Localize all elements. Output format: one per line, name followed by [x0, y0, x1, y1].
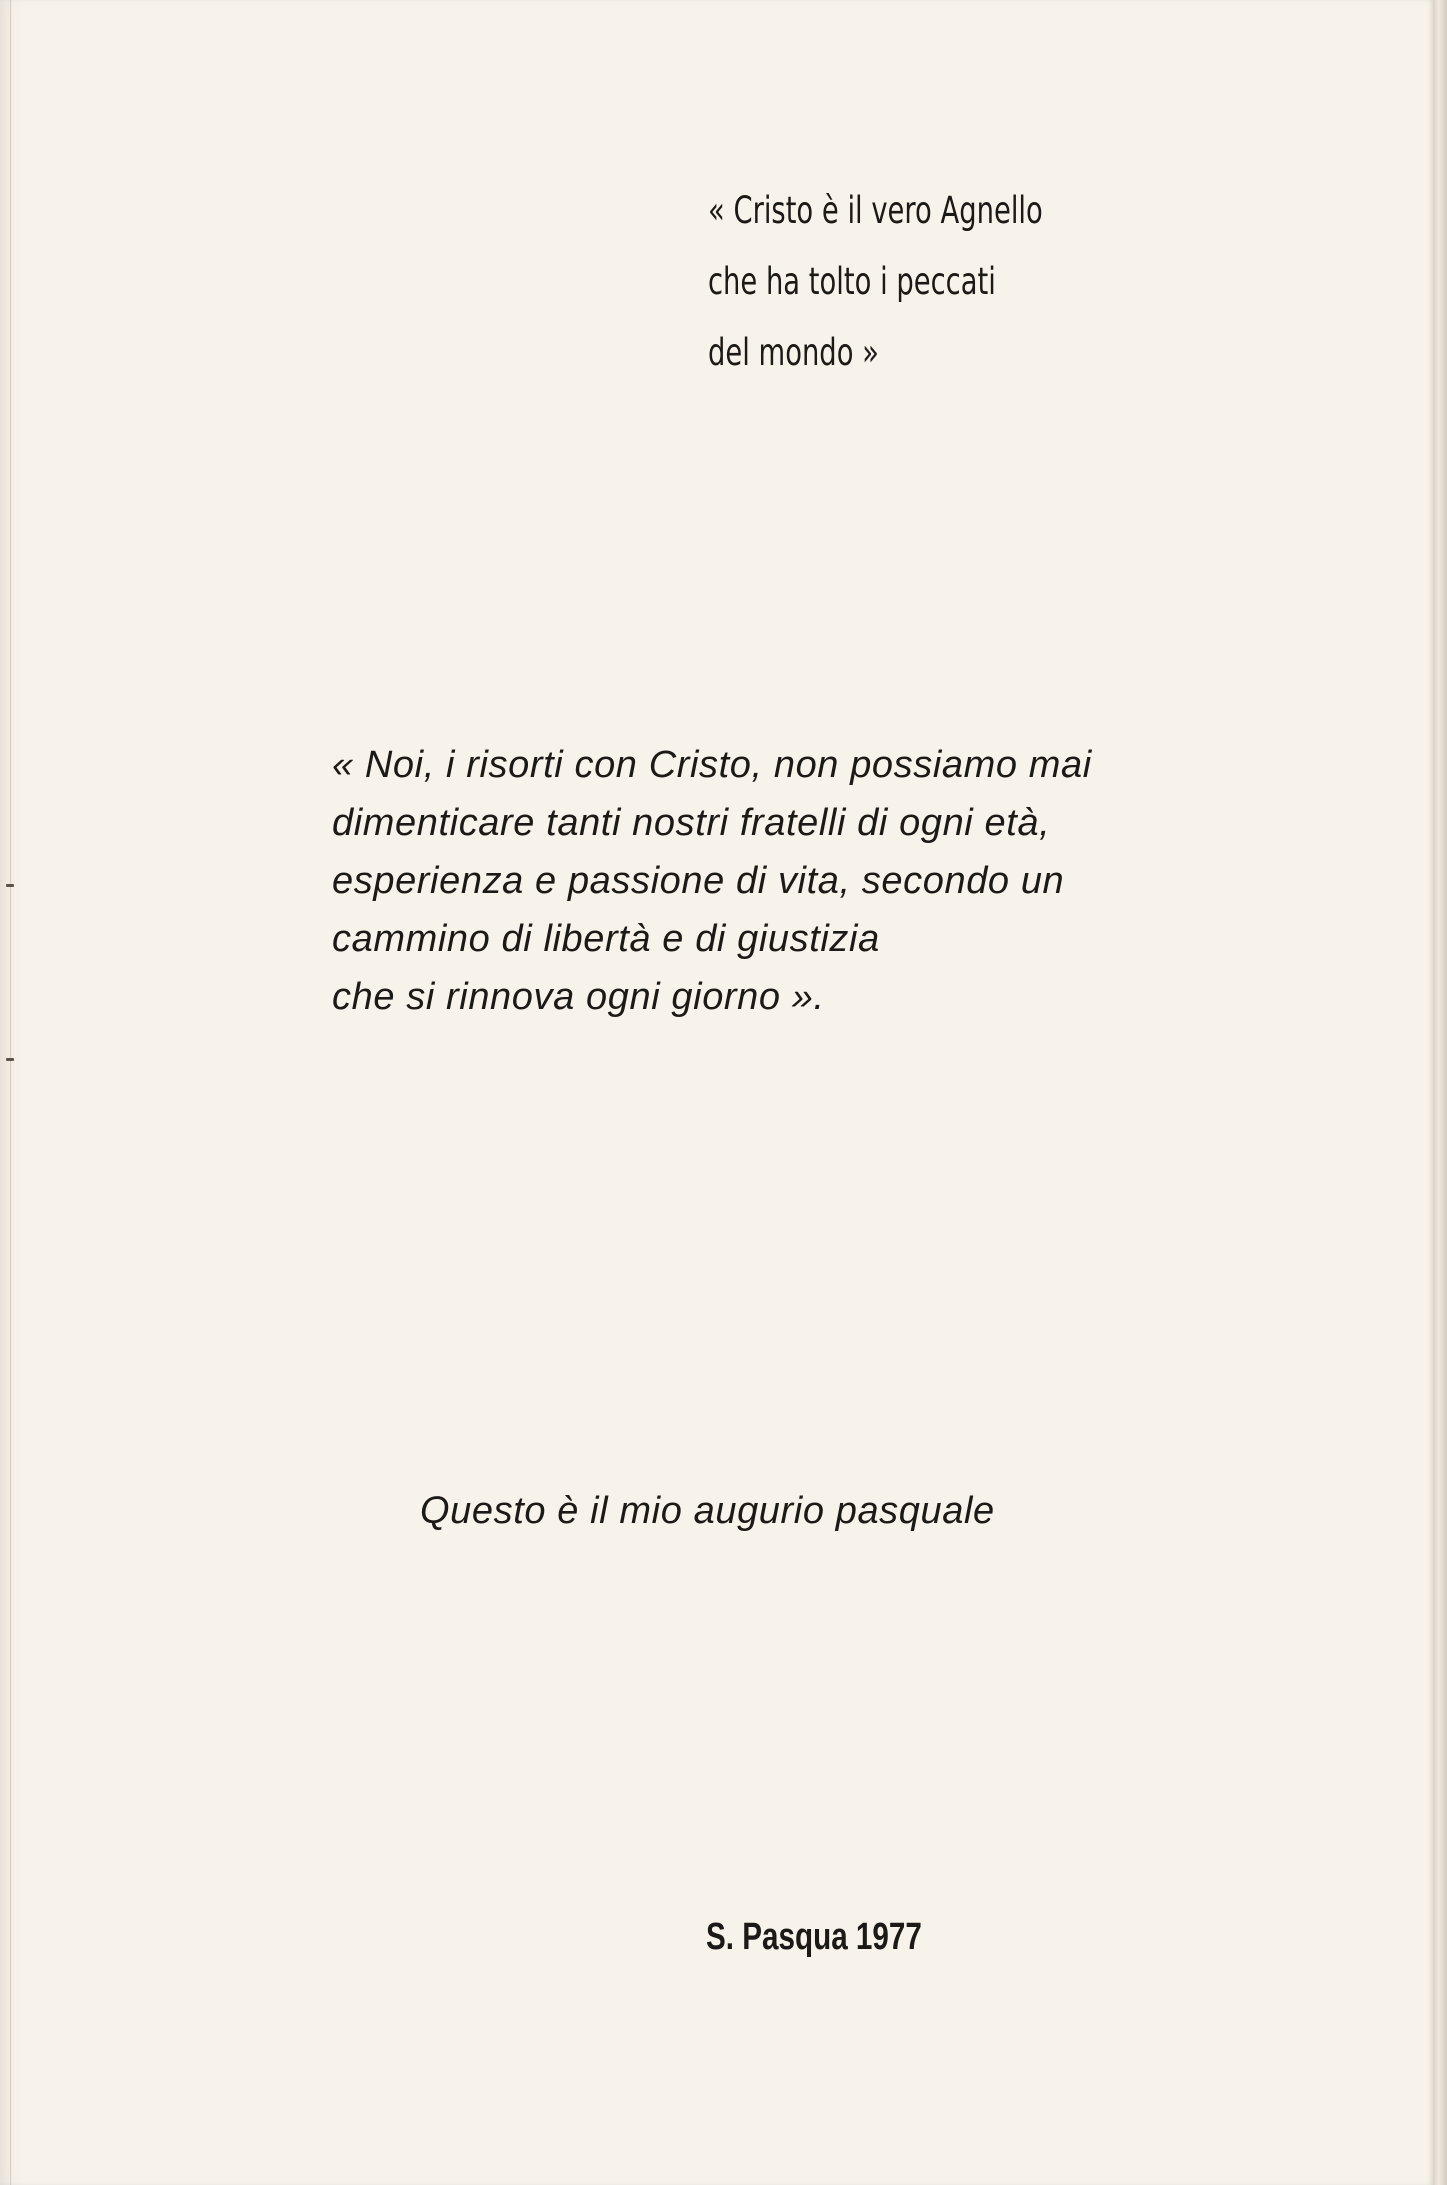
date-line: S. Pasqua 1977	[706, 1916, 922, 1958]
page-edge	[1433, 0, 1447, 2185]
main-quote-line: che si rinnova ogni giorno ».	[332, 976, 825, 1018]
epigraph-line: del mondo »	[708, 331, 879, 374]
easter-greeting: Questo è il mio augurio pasquale	[420, 1490, 995, 1532]
epigraph-quote	[708, 175, 1122, 388]
epigraph-line: « Cristo è il vero Agnello	[708, 189, 1043, 232]
staple-mark	[6, 1058, 14, 1061]
main-quote-line: esperienza e passione di vita, secondo un	[332, 860, 1065, 902]
binding-crease	[10, 0, 11, 2185]
main-quote-line: « Noi, i risorti con Cristo, non possiamo mai	[332, 744, 1092, 786]
main-quote-line: dimenticare tanti nostri fratelli di ogni età,	[332, 802, 1051, 844]
staple-mark	[6, 884, 14, 887]
main-quote-line: cammino di libertà e di giustizia	[332, 918, 880, 960]
epigraph-line: che ha tolto i peccati	[708, 260, 996, 303]
main-quote	[332, 736, 1232, 1026]
